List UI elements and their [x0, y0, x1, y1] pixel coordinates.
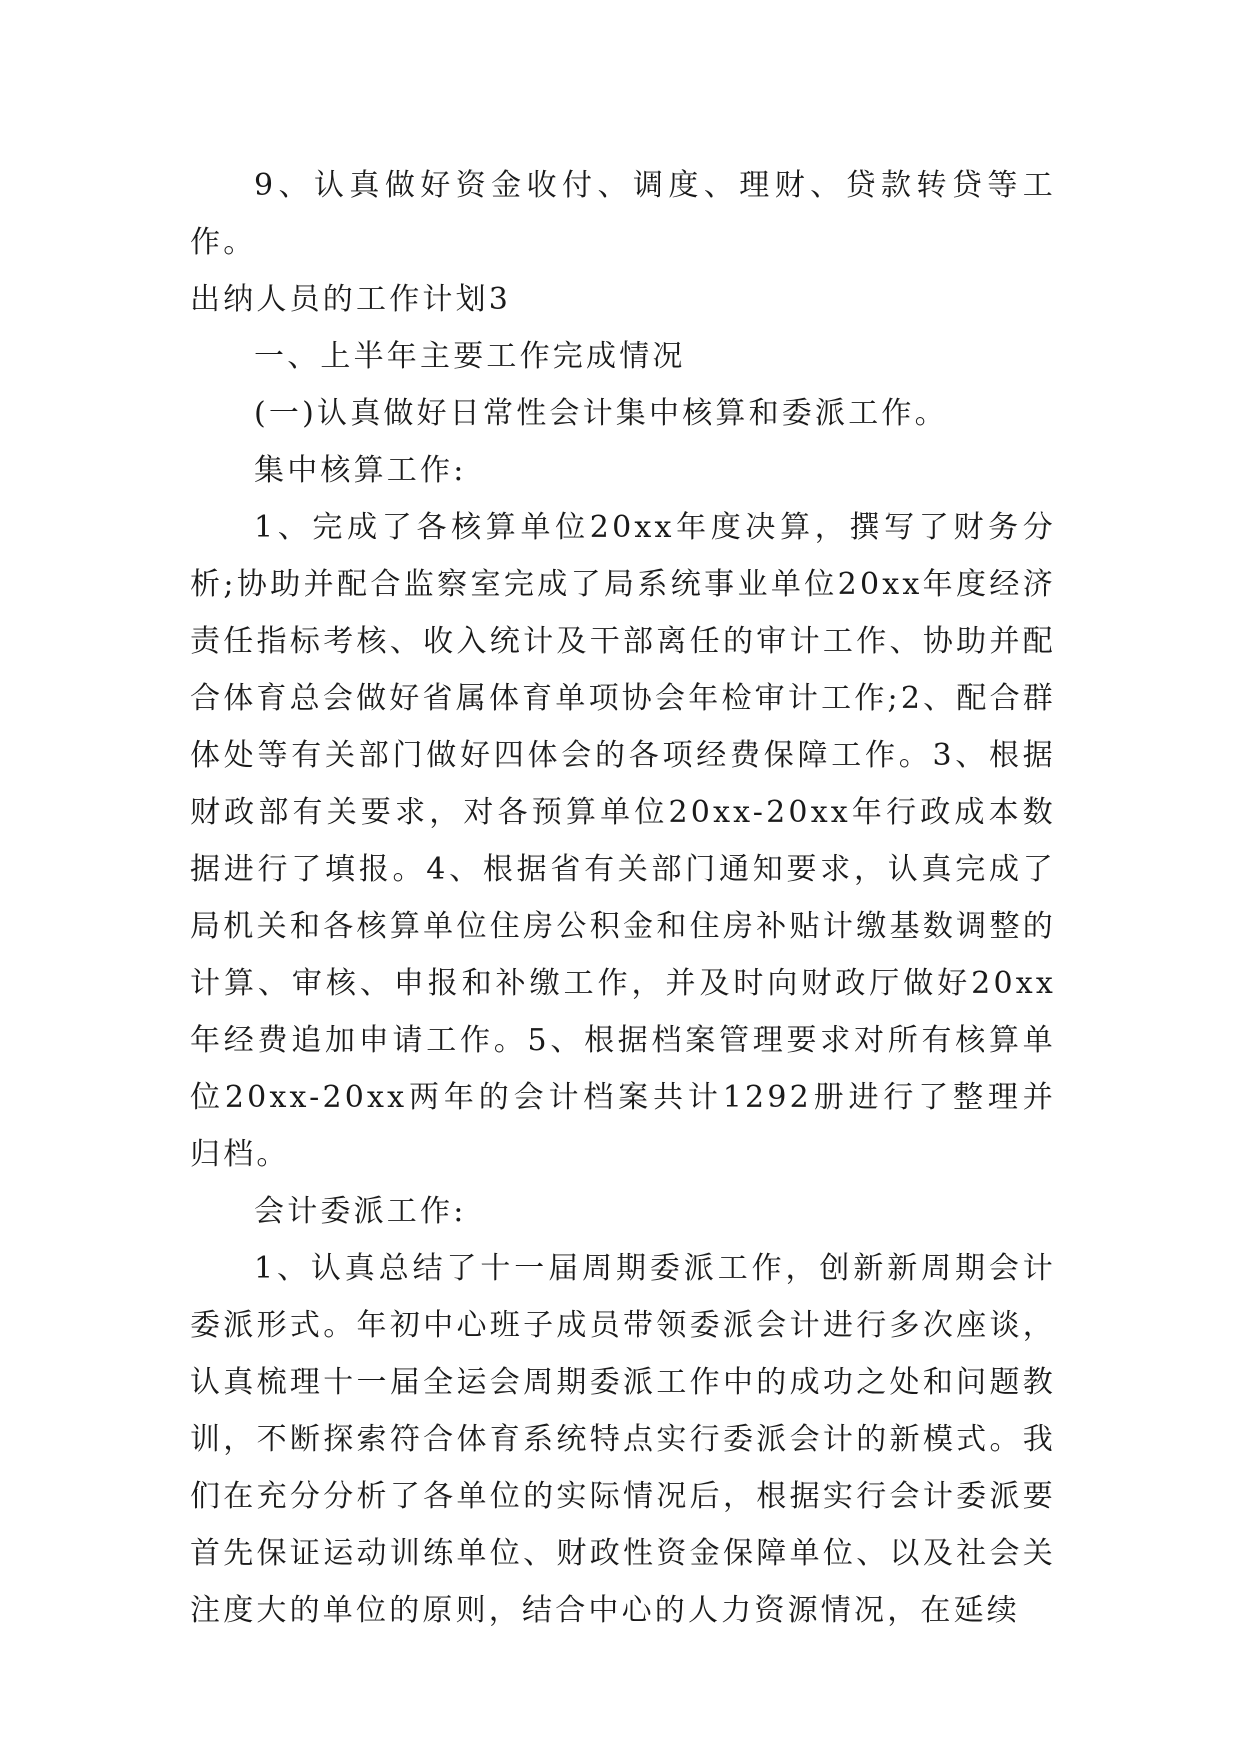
subheading-centralized-accounting: 集中核算工作: [254, 453, 467, 488]
subheading-accounting-assignment: 会计委派工作: [254, 1194, 467, 1229]
paragraph-item-9: 9、认真做好资金收付、调度、理财、贷款转贷等工作。 [190, 168, 1056, 260]
paragraph-centralized-accounting: 1、完成了各核算单位20xx年度决算，撰写了财务分析;协助并配合监察室完成了局系统事业单位20xx年度经济责任指标考核、收入统计及干部离任的审计工作、协助并配合体育总会做好省属体育单项协会年检审计工作;2、配合群体处等有关部门做好四体会的各项经费保障工作。3、根据财政部有关要求，对各预算单位20xx-20xx年行政成本数据进行了填报。4、根据省有关部门通知要求，认真完成了局机关和各核算单位住房公积金和住房补贴计缴基数调整的计算、审核、申报和补缴工作，并及时向财政厅做好20xx年经费追加申请工作。5、根据档案管理要求对所有核算单位20xx-20xx两年的会计档案共计1292册进行了整理并归档。 [190, 510, 1056, 1172]
document-body [190, 157, 1056, 1639]
heading-1: 一、上半年主要工作完成情况 [254, 339, 686, 374]
paragraph-accounting-assignment: 1、认真总结了十一届周期委派工作，创新新周期会计委派形式。年初中心班子成员带领委派会计进行多次座谈，认真梳理十一届全运会周期委派工作中的成功之处和问题教训，不断探索符合体育系统特点实行委派会计的新模式。我们在充分分析了各单位的实际情况后，根据实行会计委派要首先保证运动训练单位、财政性资金保障单位、以及社会关注度大的单位的原则，结合中心的人力资源情况，在延续 [190, 1251, 1056, 1628]
heading-1-1: (一)认真做好日常性会计集中核算和委派工作。 [254, 396, 948, 431]
section-title: 出纳人员的工作计划3 [190, 282, 512, 317]
